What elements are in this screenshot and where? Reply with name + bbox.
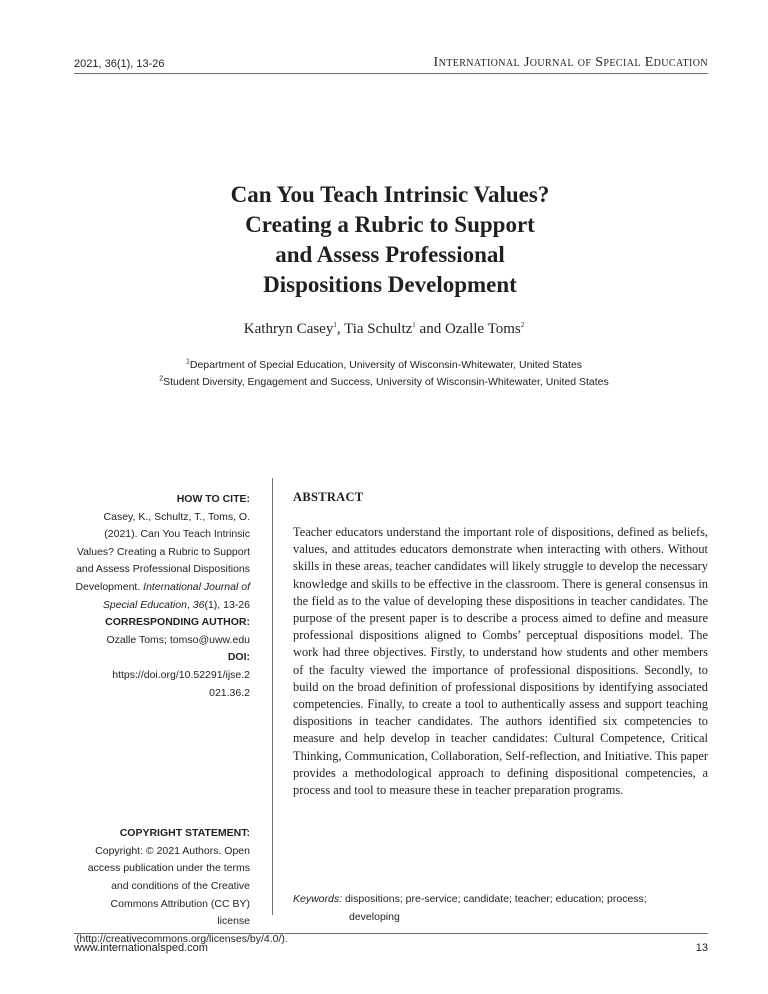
paper-title	[150, 180, 630, 300]
doi-label: DOI:	[227, 651, 250, 664]
column-divider	[272, 478, 273, 915]
how-to-cite-label: HOW TO CITE:	[176, 493, 250, 505]
author-name: Tia Schultz	[344, 321, 413, 337]
author-name: Ozalle Toms	[444, 321, 521, 337]
affiliation-mark: 2	[159, 375, 164, 383]
footer-divider	[74, 933, 708, 934]
title-line-4: Dispositions Development	[263, 272, 517, 297]
author-list	[0, 321, 768, 338]
doi-link[interactable]: https://doi.org/10.52291/ijse.2021.36.2	[112, 668, 250, 699]
copyright-text: Copyright: © 2021 Authors. Open access publication under the terms and conditions of the Creative Commons Attribution (CC BY) license (http://creativecommons.org/licenses/by/4.0/).	[76, 844, 288, 945]
citation-journal: International Journal of Special Education	[102, 580, 250, 611]
author-affiliation-mark: 1	[333, 321, 337, 329]
abstract-heading: ABSTRACT	[293, 490, 364, 504]
running-head-citation: 2021, 36(1), 13-26	[74, 58, 165, 70]
affiliation-text: Student Diversity, Engagement and Success, University of Wisconsin-Whitewater, United States	[163, 376, 609, 388]
keywords-list-continued: developing	[349, 910, 400, 923]
keywords-label: Keywords:	[293, 893, 343, 905]
affiliation-mark: 1	[185, 358, 190, 366]
abstract-text: Teacher educators understand the important role of dispositions, defined as beliefs, values, and attitudes educators demonstrate when interacting with others. Without skills in these areas, teacher candidates will likely struggle to develop the necessary knowledge and skills to be effective in the classroom. There is general consensus in the field as to the value of developing these dispositions in teacher candidates. The purpose of the present paper is to describe a process aimed to define and measure professional dispositions aligned to Combs’ perceptual dispositions model. The work had three objectives. Firstly, to understand how students and other members of the faculty viewed the importance of professional dispositions. Secondly, to build on the broad definition of professional dispositions by identifying associated competencies. Finally, to create a tool to authentically assess and support teaching dispositions in teacher candidates. The authors identified six competencies to measure and help develop in teacher candidates: Cultural Competence, Critical Thinking, Communication, Collaboration, Self-reflection, and Initiative. This paper provides a methodological approach to defining dispositional competencies, a process and tool to measure these in teacher preparation programs.	[293, 525, 708, 798]
citation-volume: 36	[192, 598, 205, 611]
author-name: Kathryn Casey	[243, 321, 334, 337]
title-line-2: Creating a Rubric to Support	[245, 212, 535, 237]
keywords-list: dispositions; pre-service; candidate; teacher; education; process;	[344, 893, 647, 905]
citation-authors-title: Casey, K., Schultz, T., Toms, O. (2021). Can You Teach Intrinsic Values? Creating a Rubric to Support and Assess Professional Dispositions Development.	[75, 510, 250, 593]
header-divider	[74, 73, 708, 74]
author-separator: ,	[336, 321, 345, 337]
affiliation-text: Department of Special Education, University of Wisconsin-Whitewater, United States	[189, 359, 583, 371]
corresponding-author-value: Ozalle Toms; tomso@uww.edu	[106, 633, 250, 646]
title-line-3: and Assess Professional	[275, 242, 505, 267]
affiliation	[0, 376, 768, 388]
affiliation	[0, 359, 768, 371]
footer-website-link[interactable]: www.internationalsped.com	[74, 942, 208, 954]
page-number: 13	[695, 942, 708, 954]
citation-text	[70, 509, 250, 615]
author-affiliation-mark: 2	[520, 321, 525, 329]
author-separator: and	[415, 321, 445, 337]
copyright-label: COPYRIGHT STATEMENT:	[119, 827, 250, 840]
citation-comma: ,	[186, 598, 193, 611]
article-info-sidebar	[70, 491, 288, 948]
corresponding-author-label: CORRESPONDING AUTHOR:	[105, 616, 250, 629]
citation-issue-pages: (1), 13-26	[204, 598, 250, 611]
author-affiliation-mark: 1	[412, 321, 416, 329]
keywords	[293, 891, 713, 926]
running-head-journal: International Journal of Special Education	[433, 55, 708, 70]
title-line-1: Can You Teach Intrinsic Values?	[230, 182, 550, 207]
